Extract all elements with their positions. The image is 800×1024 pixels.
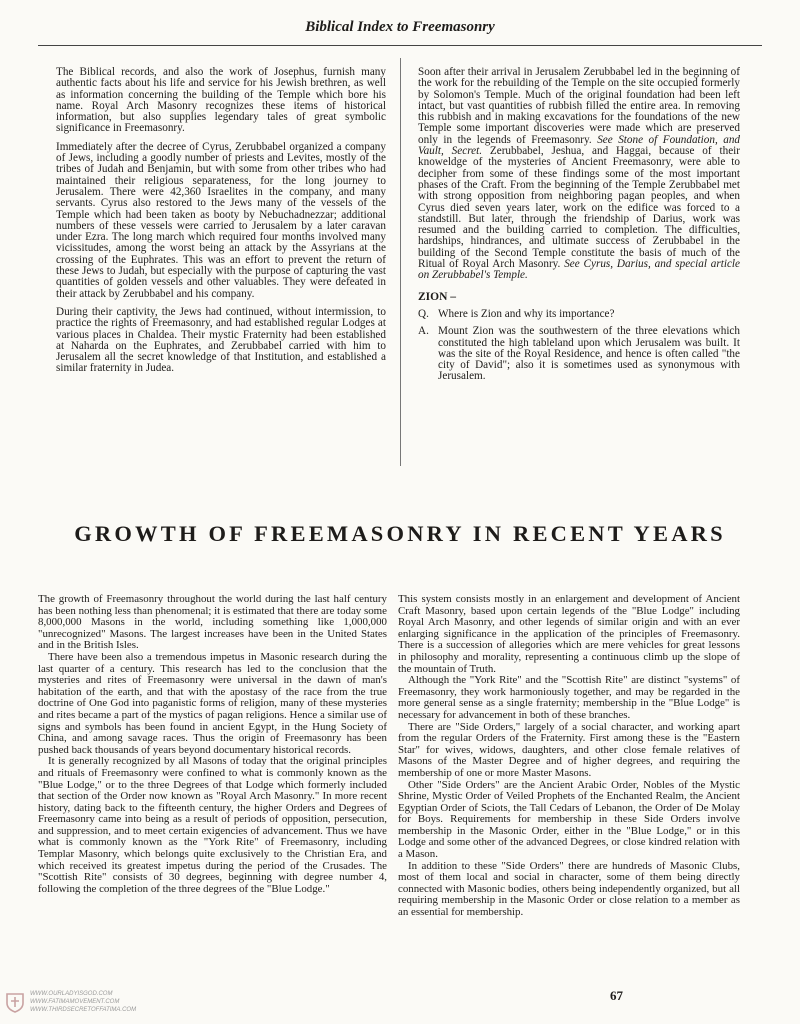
paragraph-text: Zerubbabel, Jeshua, and Haggai, because of their knoweldge of the mysteries of Ancient Freemasonry, were able to decipher from some of these findings some of the most important phases of the Craft. From the beginning of the Temple Zerubbabel met with strong opposition from neighboring pagan peoples, and when Cyrus died seven years later, work on the edifice was forced to a standstill. But later, through the friendship of Darius, work was resumed and the building carried to completion. The difficulties, hardships, hindrances, and ultimate success of Zerubbabel in the building of the Second Temple constitute the basis of much of the Ritual of Royal Arch Masonry. — [418, 145, 741, 271]
crest-logo-icon — [4, 991, 26, 1013]
paragraph: During their captivity, the Jews had continued, without intermission, to practice the rights of Freemasonry, and had established regular Lodges at various places in Chaldea. Their mystic Fraternity had been established at Naharda on the Euphrates, and Zerubbabel carried with him to Jerusalem all the secret knowledge of that Institution, and established a similar fraternity in Judea. — [56, 305, 386, 375]
page-header-title: Biblical Index to Freemasonry — [305, 19, 495, 35]
watermark-text — [30, 990, 136, 1014]
paragraph-text: Soon after their arrival in Jerusalem Zerubbabel led in the beginning of the work for the rebuilding of the Temple on the site occupied formerly by Solomon's Temple. Much of the original foundation had been left intact, but vast quantities of rubbish filled the entire area. In removing this rubbish and in making excavations for the foundations of the new Temple some important discoveries were made which are preserved only in the legends of Freemasonry. — [418, 66, 740, 146]
watermark-line: WWW.FATIMAMOVEMENT.COM — [30, 999, 120, 1005]
answer-text: Mount Zion was the southwestern of the three elevations which constituted the high tableland upon which Jerusalem was built. It was the site of the Royal Residence, and hence is often called "the city of David"; also it is sometimes used as synonymous with Jerusalem. — [438, 325, 740, 383]
paragraph: There have been also a tremendous impetus in Masonic research during the last quarter of a century. This research has led to the conclusion that the mysteries and rites of Freemasonry were universal in the dawn of man's habitation of the earth, and that with the apostasy of the race from the true doctrine of One God into paganistic forms of religion, many of these mysteries and rites became a part of the mystics of pagan religions. Hence a similar use of signs and symbols has been found in ancient Egypt, in the Hung Society of China, and among savage races. Thus the origin of Freemasonry has been pushed back thousands of years beyond documentary historical records. — [38, 650, 387, 756]
paragraph: The growth of Freemasonry throughout the world during the last half century has been nothing less than phenomenal; it is estimated that there are today some 8,000,000 Masons in the world, including something like 1,000,000 "unrecognized" Masons. The largest increases have been in the United States and in the British Isles. — [38, 593, 387, 652]
question-tag: Q. — [418, 307, 429, 320]
paragraph — [418, 67, 740, 282]
paragraph: Immediately after the decree of Cyrus, Zerubbabel organized a company of Jews, including a goodly number of priests and Levites, mostly of the tribes of Judah and Benjamin, but with some from other tribes who had maintained their religious separateness, for the long journey to Jerusalem. There were 42,360 Israelites in the company, and many servants. Cyrus also restored to the Jews many of the vessels of the Temple which had been taken as booty by Nebuchadnezzar; additional numbers of these vessels were carried to Jerusalem by a later caravan under Ezra. The long march which required four months involved many vicissitudes, among the worst being an attack by the Assyrians at the crossing of the Euphrates. This was an effort to prevent the return of these Jews to Judah, but especially with the purpose of capturing the vast quantities of golden vessels and other valuables. They were defeated in their attack by Zerubbabel and his company. — [56, 140, 386, 300]
answer-tag: A. — [418, 325, 429, 338]
page-number: 67 — [610, 988, 623, 1003]
watermark-line: WWW.OURLADYISGOD.COM — [30, 991, 113, 997]
cross-reference: See Cyrus, Darius, and special article on Zerubbabel's Temple. — [418, 258, 740, 282]
top-left-column — [56, 67, 386, 382]
column-divider — [400, 58, 401, 466]
question-row — [418, 309, 740, 320]
question-text: Where is Zion and why its importance? — [438, 307, 615, 320]
paragraph: There are "Side Orders," largely of a social character, and working apart from the regular Orders of the Fraternity. First among these is the "Eastern Star" for wives, widows, daughters, and other close female relatives of Masons of the Master Degree and of higher degrees, and requiring the membership of one or more Master Masons. — [398, 720, 740, 779]
bottom-left-column — [38, 594, 387, 895]
paragraph: It is generally recognized by all Masons of today that the original principles and rituals of Freemasonry were confined to what is commonly known as the "Blue Lodge," or to the three Degrees of that Lodge which formerly included that section of the Order now known as "Royal Arch Masonry." In more recent history, dating back to the fifteenth century, the higher Orders and Degrees of Freemasonry came into being as a result of periods of opposition, persecution, and suppression, and to meet certain exigencies of advancement. Thus we have what is commonly known as the "York Rite" of Freemasonry, including Templar Masonry, which belongs quite exclusively to the Christian Era, and which received its greatest impetus during the period of the Crusades. The "Scottish Rite" consists of 30 degrees, beginning with degree number 4, following the completion of the three degrees of the "Blue Lodge." — [38, 755, 387, 895]
bottom-right-column — [398, 594, 740, 919]
section-title: GROWTH OF FREEMASONRY IN RECENT YEARS — [74, 521, 726, 546]
watermark-line: WWW.THIRDSECRETOFFATIMA.COM — [30, 1007, 137, 1013]
paragraph: Although the "York Rite" and the "Scottish Rite" are distinct "systems" of Freemasonry, they work harmoniously together, and may be regarded in the more general sense as a single fraternity; membership in the "Blue Lodge" is necessary for advancement in both of these branches. — [398, 674, 740, 721]
header-rule — [38, 45, 762, 46]
paragraph: The Biblical records, and also the work of Josephus, furnish many authentic facts about his life and service for his Jewish brethren, as well as information concerning the building of the Temple which bore his name. Royal Arch Masonry recognizes these items of historical information, but also supplies legendary tales of great symbolic significance in Freemasonry. — [56, 66, 386, 135]
top-right-column — [418, 67, 740, 389]
paragraph: This system consists mostly in an enlargement and development of Ancient Craft Masonry, based upon certain legends of the "Blue Lodge" including Royal Arch Masonry, and other legends of similar origin and with an ever enlarging significance in the application of the principles of Freemasonry. There is a succession of allegories which are mere vehicles for great lessons in philosophy and morality, representing a continuous climb up the slope of the mountain of Truth. — [398, 593, 740, 675]
entry-heading: ZION – — [418, 290, 457, 303]
cross-reference: See Stone of Foundation, and Vault, Secret. — [418, 133, 741, 158]
paragraph: Other "Side Orders" are the Ancient Arabic Order, Nobles of the Mystic Shrine, Mystic Order of Veiled Prophets of the Enchanted Realm, the Ancient Egyptian Order of Sciots, the Tall Cedars of Lebanon, the Order of De Molay for Boys. Requirements for membership in these Side Orders involve membership in the Masonic Order, either in the "Blue Lodge," or in this Lodge and some other of the advanced Degrees, or close kindred relation with a Mason. — [398, 778, 740, 861]
answer-row — [418, 326, 740, 382]
watermark — [4, 990, 136, 1014]
paragraph: In addition to these "Side Orders" there are hundreds of Masonic Clubs, most of them local and social in character, some of them being directly connected with Masonic bodies, others being independently organized, but all requiring membership in the Masonic Order or close relation to a member as an essential for membership. — [398, 859, 740, 919]
